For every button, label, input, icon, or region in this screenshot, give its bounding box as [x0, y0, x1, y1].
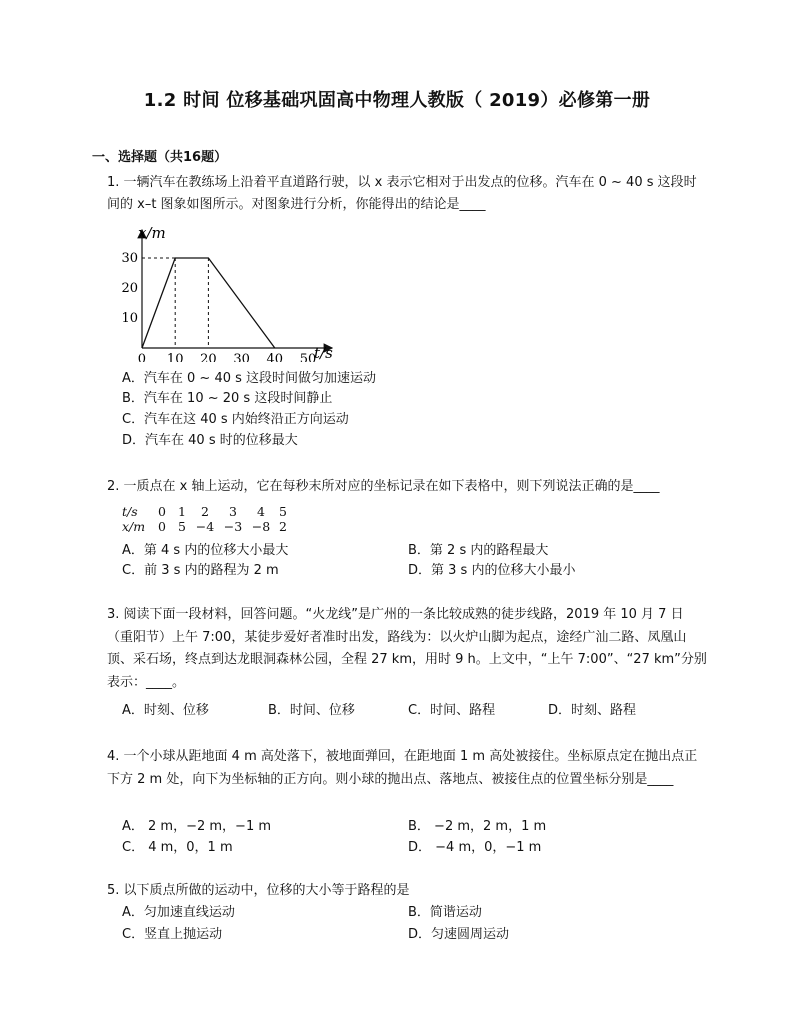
question-3-text: 3. 阅读下面一段材料，回答问题。“火龙线”是广州的一条比较成熟的徒步线路，2019 年 10 月 7 日（重阳节）上午 7:00，某徒步爱好者准时出发，路线为：以火炉山脚为起点，途经广汕二路、凤凰山顶、采石场，终点到达龙眼洞森林公园，全程 27 km，用时 9 h。上文中，“上午 7:00”、“27 km”分别表示：____。: [107, 607, 707, 690]
q2-option-b[interactable]: B．第 2 s 内的路程最大: [408, 543, 549, 558]
q1-option-c[interactable]: C．汽车在这 40 s 内始终沿正方向运动: [122, 412, 349, 427]
table-cell: 1: [178, 504, 186, 519]
table-cell: −8: [251, 519, 271, 534]
q2-option-a[interactable]: A．第 4 s 内的位移大小最大: [122, 543, 289, 558]
q3-option-d[interactable]: D．时刻、路程: [548, 703, 637, 718]
table-row: [122, 504, 292, 519]
q3-option-b[interactable]: B．时间、位移: [268, 703, 355, 718]
y-axis-label: x/m: [138, 224, 166, 242]
table-cell: 2: [279, 519, 287, 534]
x-axis-label: t/s: [314, 344, 333, 362]
x-tick-label: 30: [233, 352, 250, 362]
page-title: 1.2 时间 位移基础巩固高中物理人教版（ 2019）必修第一册: [143, 90, 651, 111]
q2-option-d[interactable]: D．第 3 s 内的位移大小最小: [408, 563, 576, 578]
question-2-text: 2. 一质点在 x 轴上运动，它在每秒末所对应的坐标记录在如下表格中，则下列说法正确的是____: [107, 479, 660, 494]
question-4-text: 4. 一个小球从距地面 4 m 高处落下，被地面弹回，在距地面 1 m 高处被接住。坐标原点定在抛出点正下方 2 m 处，向下为坐标轴的正方向。则小球的抛出点、落地点、被接住点的位置坐标分别是____: [107, 749, 698, 787]
data-table: [122, 504, 292, 534]
table-cell: 4: [257, 504, 265, 519]
q1-option-d[interactable]: D．汽车在 40 s 时的位移最大: [122, 433, 298, 448]
table-row: [122, 519, 292, 534]
table-cell: 2: [201, 504, 209, 519]
q1-option-b[interactable]: B．汽车在 10 ~ 20 s 这段时间静止: [122, 391, 333, 406]
q5-option-d[interactable]: D．匀速圆周运动: [408, 927, 510, 942]
table-cell: 0: [158, 504, 166, 519]
q4-option-d[interactable]: D． −4 m，0，−1 m: [408, 840, 542, 855]
q4-option-a[interactable]: A． 2 m，−2 m，−1 m: [122, 819, 272, 834]
table-cell: 5: [178, 519, 186, 534]
q4-option-c[interactable]: C． 4 m，0，1 m: [122, 840, 233, 855]
x-tick-label: 10: [166, 352, 184, 362]
y-tick-label: 10: [121, 311, 138, 326]
section-heading: 一、选择题（共16题）: [92, 150, 228, 165]
q5-option-b[interactable]: B．简谐运动: [408, 905, 482, 920]
x-tick-label: 20: [200, 352, 217, 362]
x-tick-label: 50: [299, 352, 317, 362]
table-cell: −4: [195, 519, 215, 534]
y-tick-label: 30: [121, 251, 138, 266]
q1-option-a[interactable]: A．汽车在 0 ~ 40 s 这段时间做匀加速运动: [122, 371, 377, 386]
y-tick-label: 20: [121, 281, 138, 296]
table-row-label: x/m: [122, 519, 146, 534]
q5-option-c[interactable]: C．竖直上抛运动: [122, 927, 223, 942]
q2-option-c[interactable]: C．前 3 s 内的路程为 2 m: [122, 563, 279, 578]
table-cell: 0: [158, 519, 166, 534]
q3-option-a[interactable]: A．时刻、位移: [122, 703, 209, 718]
table-cell: 5: [279, 504, 287, 519]
x-tick-label: 40: [266, 352, 284, 362]
x-tick-label: 0: [137, 352, 146, 362]
table-row-label: t/s: [122, 504, 138, 519]
question-1-text: 1. 一辆汽车在教练场上沿着平直道路行驶，以 x 表示它相对于出发点的位移。汽车在 0 ~ 40 s 这段时间的 x–t 图象如图所示。对图象进行分析，你能得出的结论是____: [107, 175, 697, 212]
q4-option-b[interactable]: B． −2 m，2 m，1 m: [408, 819, 547, 834]
q3-option-c[interactable]: C．时间、路程: [408, 703, 496, 718]
q5-option-a[interactable]: A．匀加速直线运动: [122, 905, 235, 920]
x-t-graph: [118, 222, 348, 362]
table-cell: 3: [229, 504, 237, 519]
table-cell: −3: [223, 519, 243, 534]
question-5-text: 5. 以下质点所做的运动中，位移的大小等于路程的是: [107, 883, 410, 898]
